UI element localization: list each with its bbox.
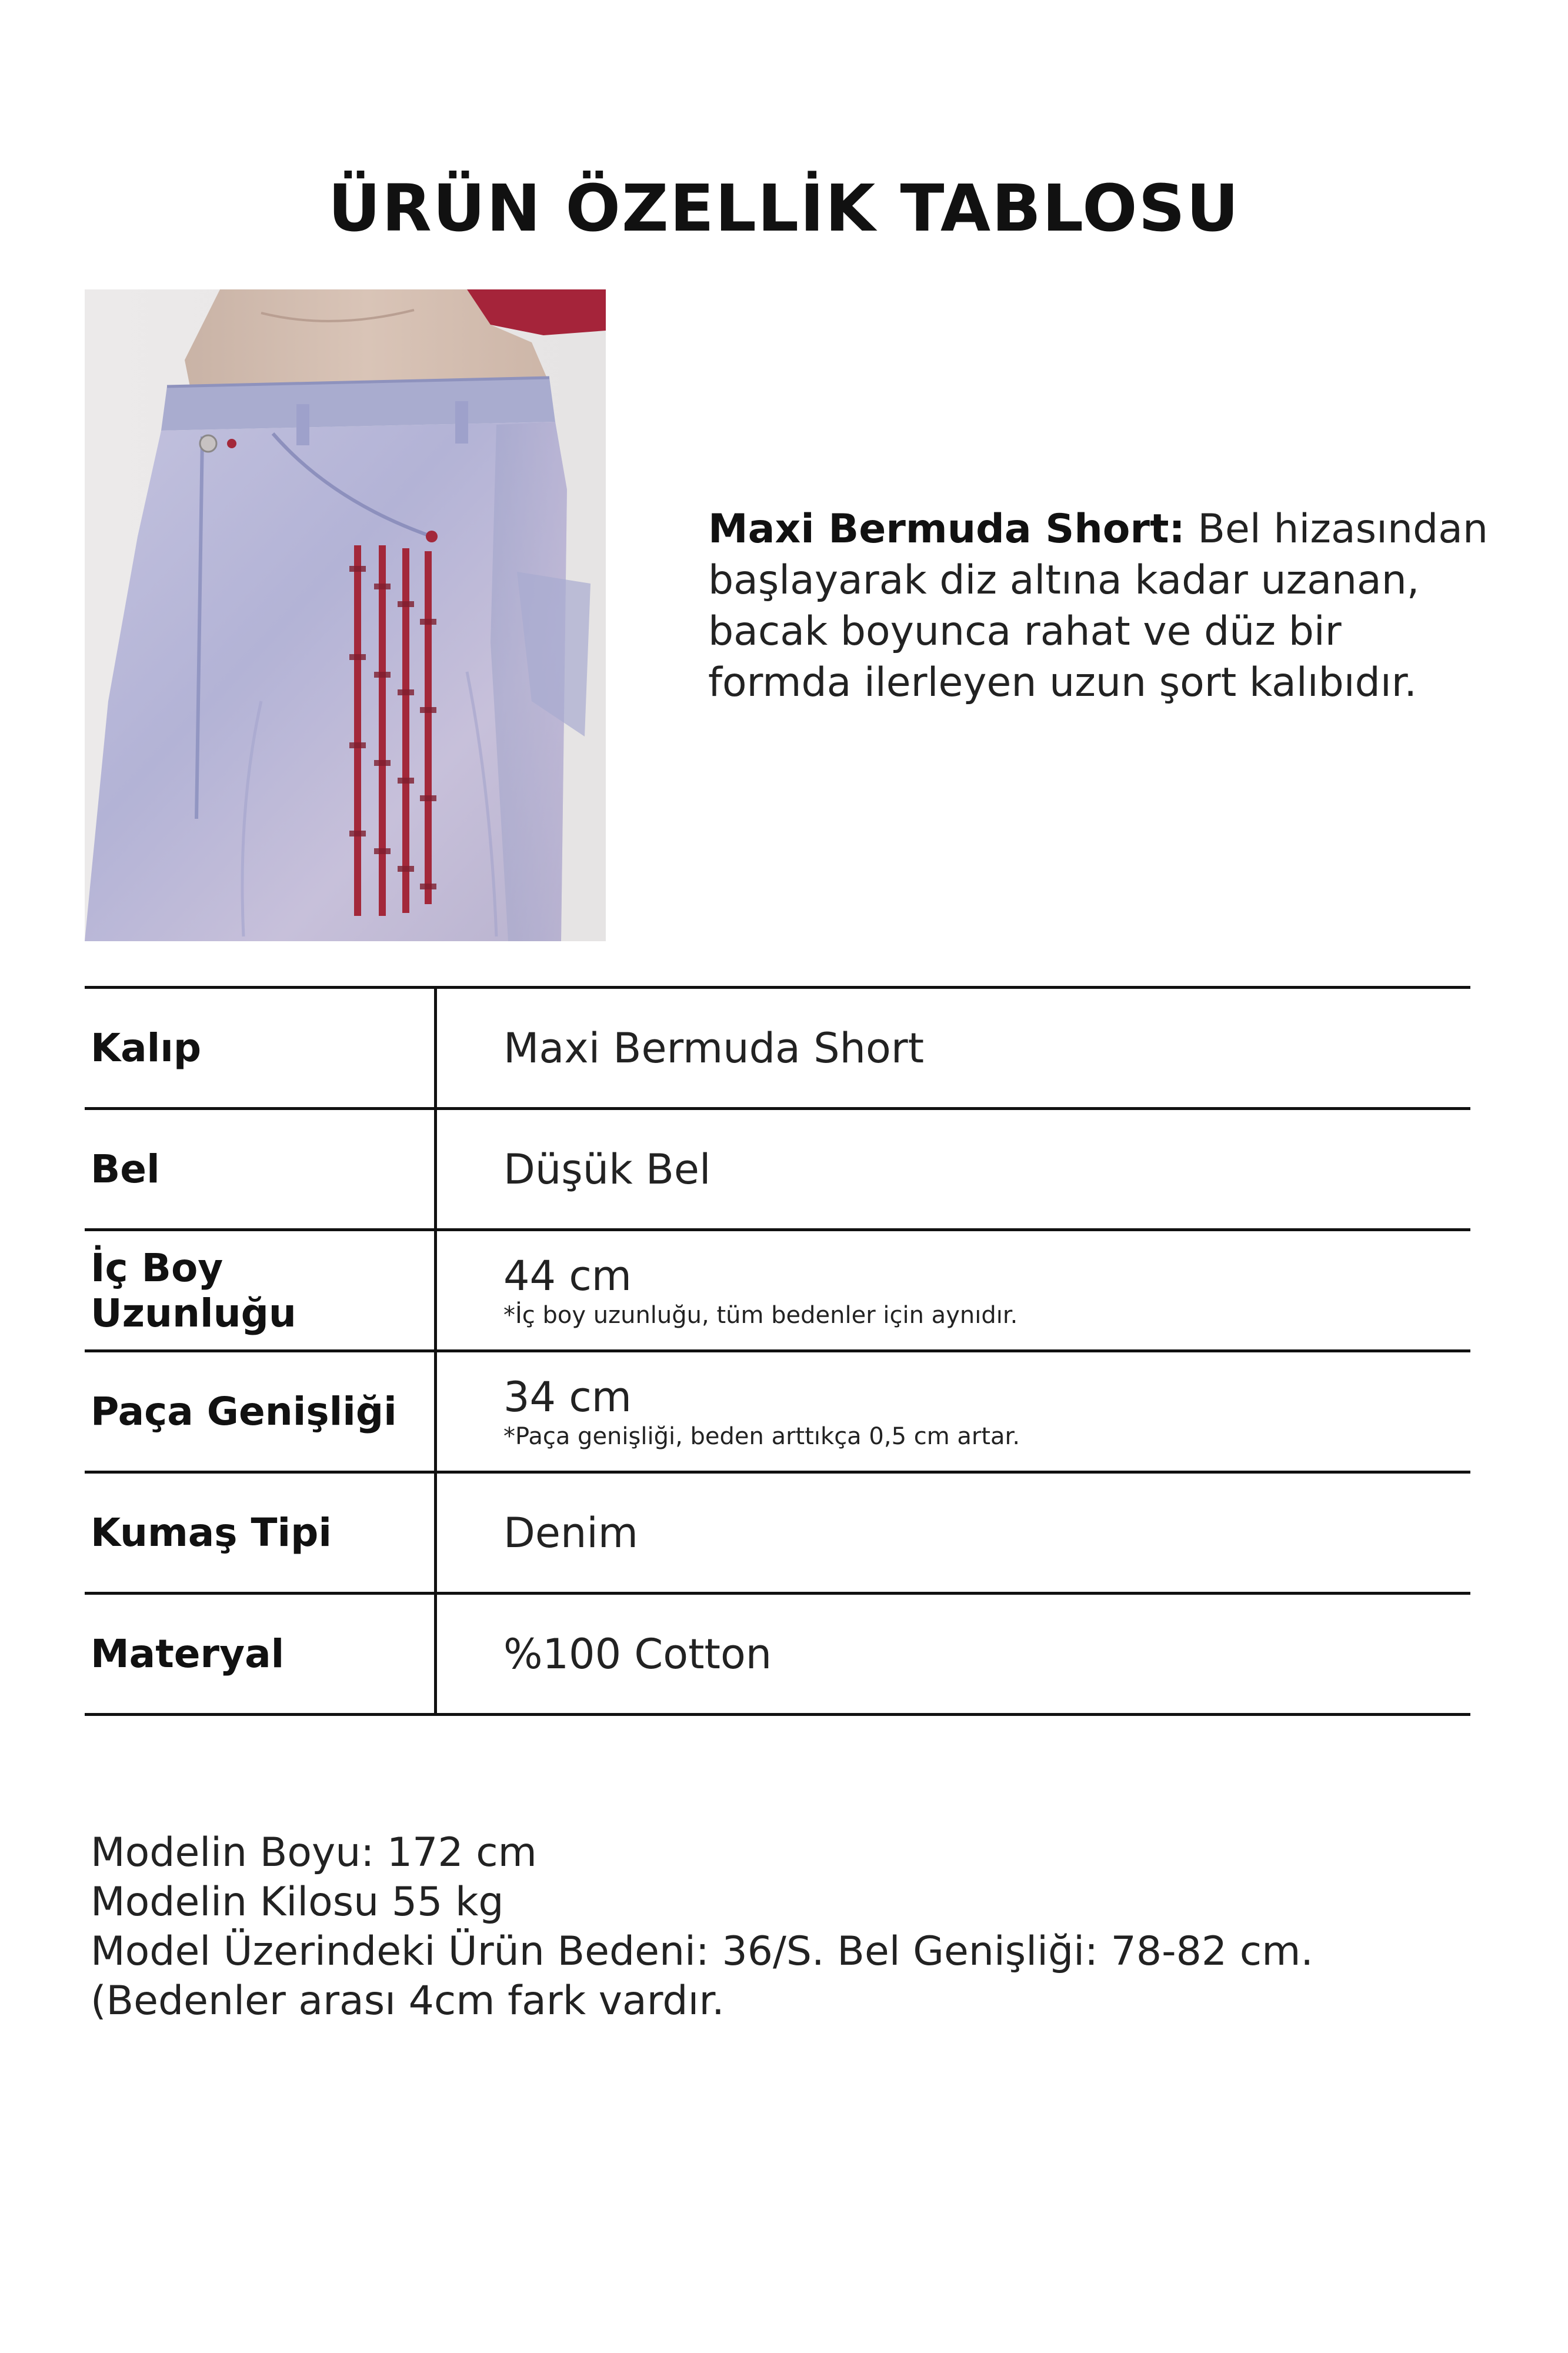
spec-label: Kumaş Tipi: [91, 1510, 332, 1555]
column-divider: [434, 989, 437, 1107]
model-weight: Modelin Kilosu 55 kg: [91, 1879, 504, 1925]
model-info: [91, 1828, 1490, 2026]
spec-value: Maxi Bermuda Short: [503, 1024, 925, 1072]
product-photo: [85, 289, 606, 941]
spec-label: Kalıp: [91, 1025, 202, 1071]
spec-label: Bel: [91, 1146, 160, 1192]
spec-row-kalip: [85, 986, 1470, 1107]
spec-note: *Paça genişliği, beden arttıkça 0,5 cm artar.: [503, 1422, 1020, 1450]
spec-note: *İç boy uzunluğu, tüm bedenler için aynıdır.: [503, 1301, 1018, 1329]
model-size: Model Üzerindeki Ürün Bedeni: 36/S. Bel Genişliği: 78-82 cm. (Bedenler arası 4cm fark vardır.: [91, 1928, 1314, 2024]
column-divider: [434, 1474, 437, 1592]
column-divider: [434, 1595, 437, 1713]
spec-label: Paça Genişliği: [91, 1389, 397, 1434]
description-term: Maxi Bermuda Short:: [708, 506, 1185, 552]
spec-row-materyal: [85, 1592, 1470, 1716]
model-height: Modelin Boyu: 172 cm: [91, 1829, 537, 1876]
spec-value: Düşük Bel: [503, 1145, 711, 1194]
spec-row-paca: [85, 1349, 1470, 1471]
column-divider: [434, 1352, 437, 1471]
spec-label: Materyal: [91, 1631, 285, 1677]
page-title: ÜRÜN ÖZELLİK TABLOSU: [328, 171, 1240, 246]
spec-value: Denim: [503, 1508, 638, 1557]
spec-label: İç Boy Uzunluğu: [91, 1245, 296, 1336]
spec-row-kumas: [85, 1471, 1470, 1592]
column-divider: [434, 1110, 437, 1228]
description-text: Bel hizasından başlayarak diz altına kadar uzanan, bacak boyunca rahat ve düz bir formda ilerleyen uzun şort kalıbıdır.: [708, 506, 1489, 706]
spec-row-ic-boy: [85, 1228, 1470, 1349]
product-description: [708, 504, 1496, 708]
spec-table: [85, 986, 1470, 1716]
spec-value: %100 Cotton: [503, 1629, 772, 1678]
spec-value: 34 cm: [503, 1372, 632, 1421]
spec-value: 44 cm: [503, 1251, 632, 1300]
column-divider: [434, 1231, 437, 1349]
spec-row-bel: [85, 1107, 1470, 1228]
